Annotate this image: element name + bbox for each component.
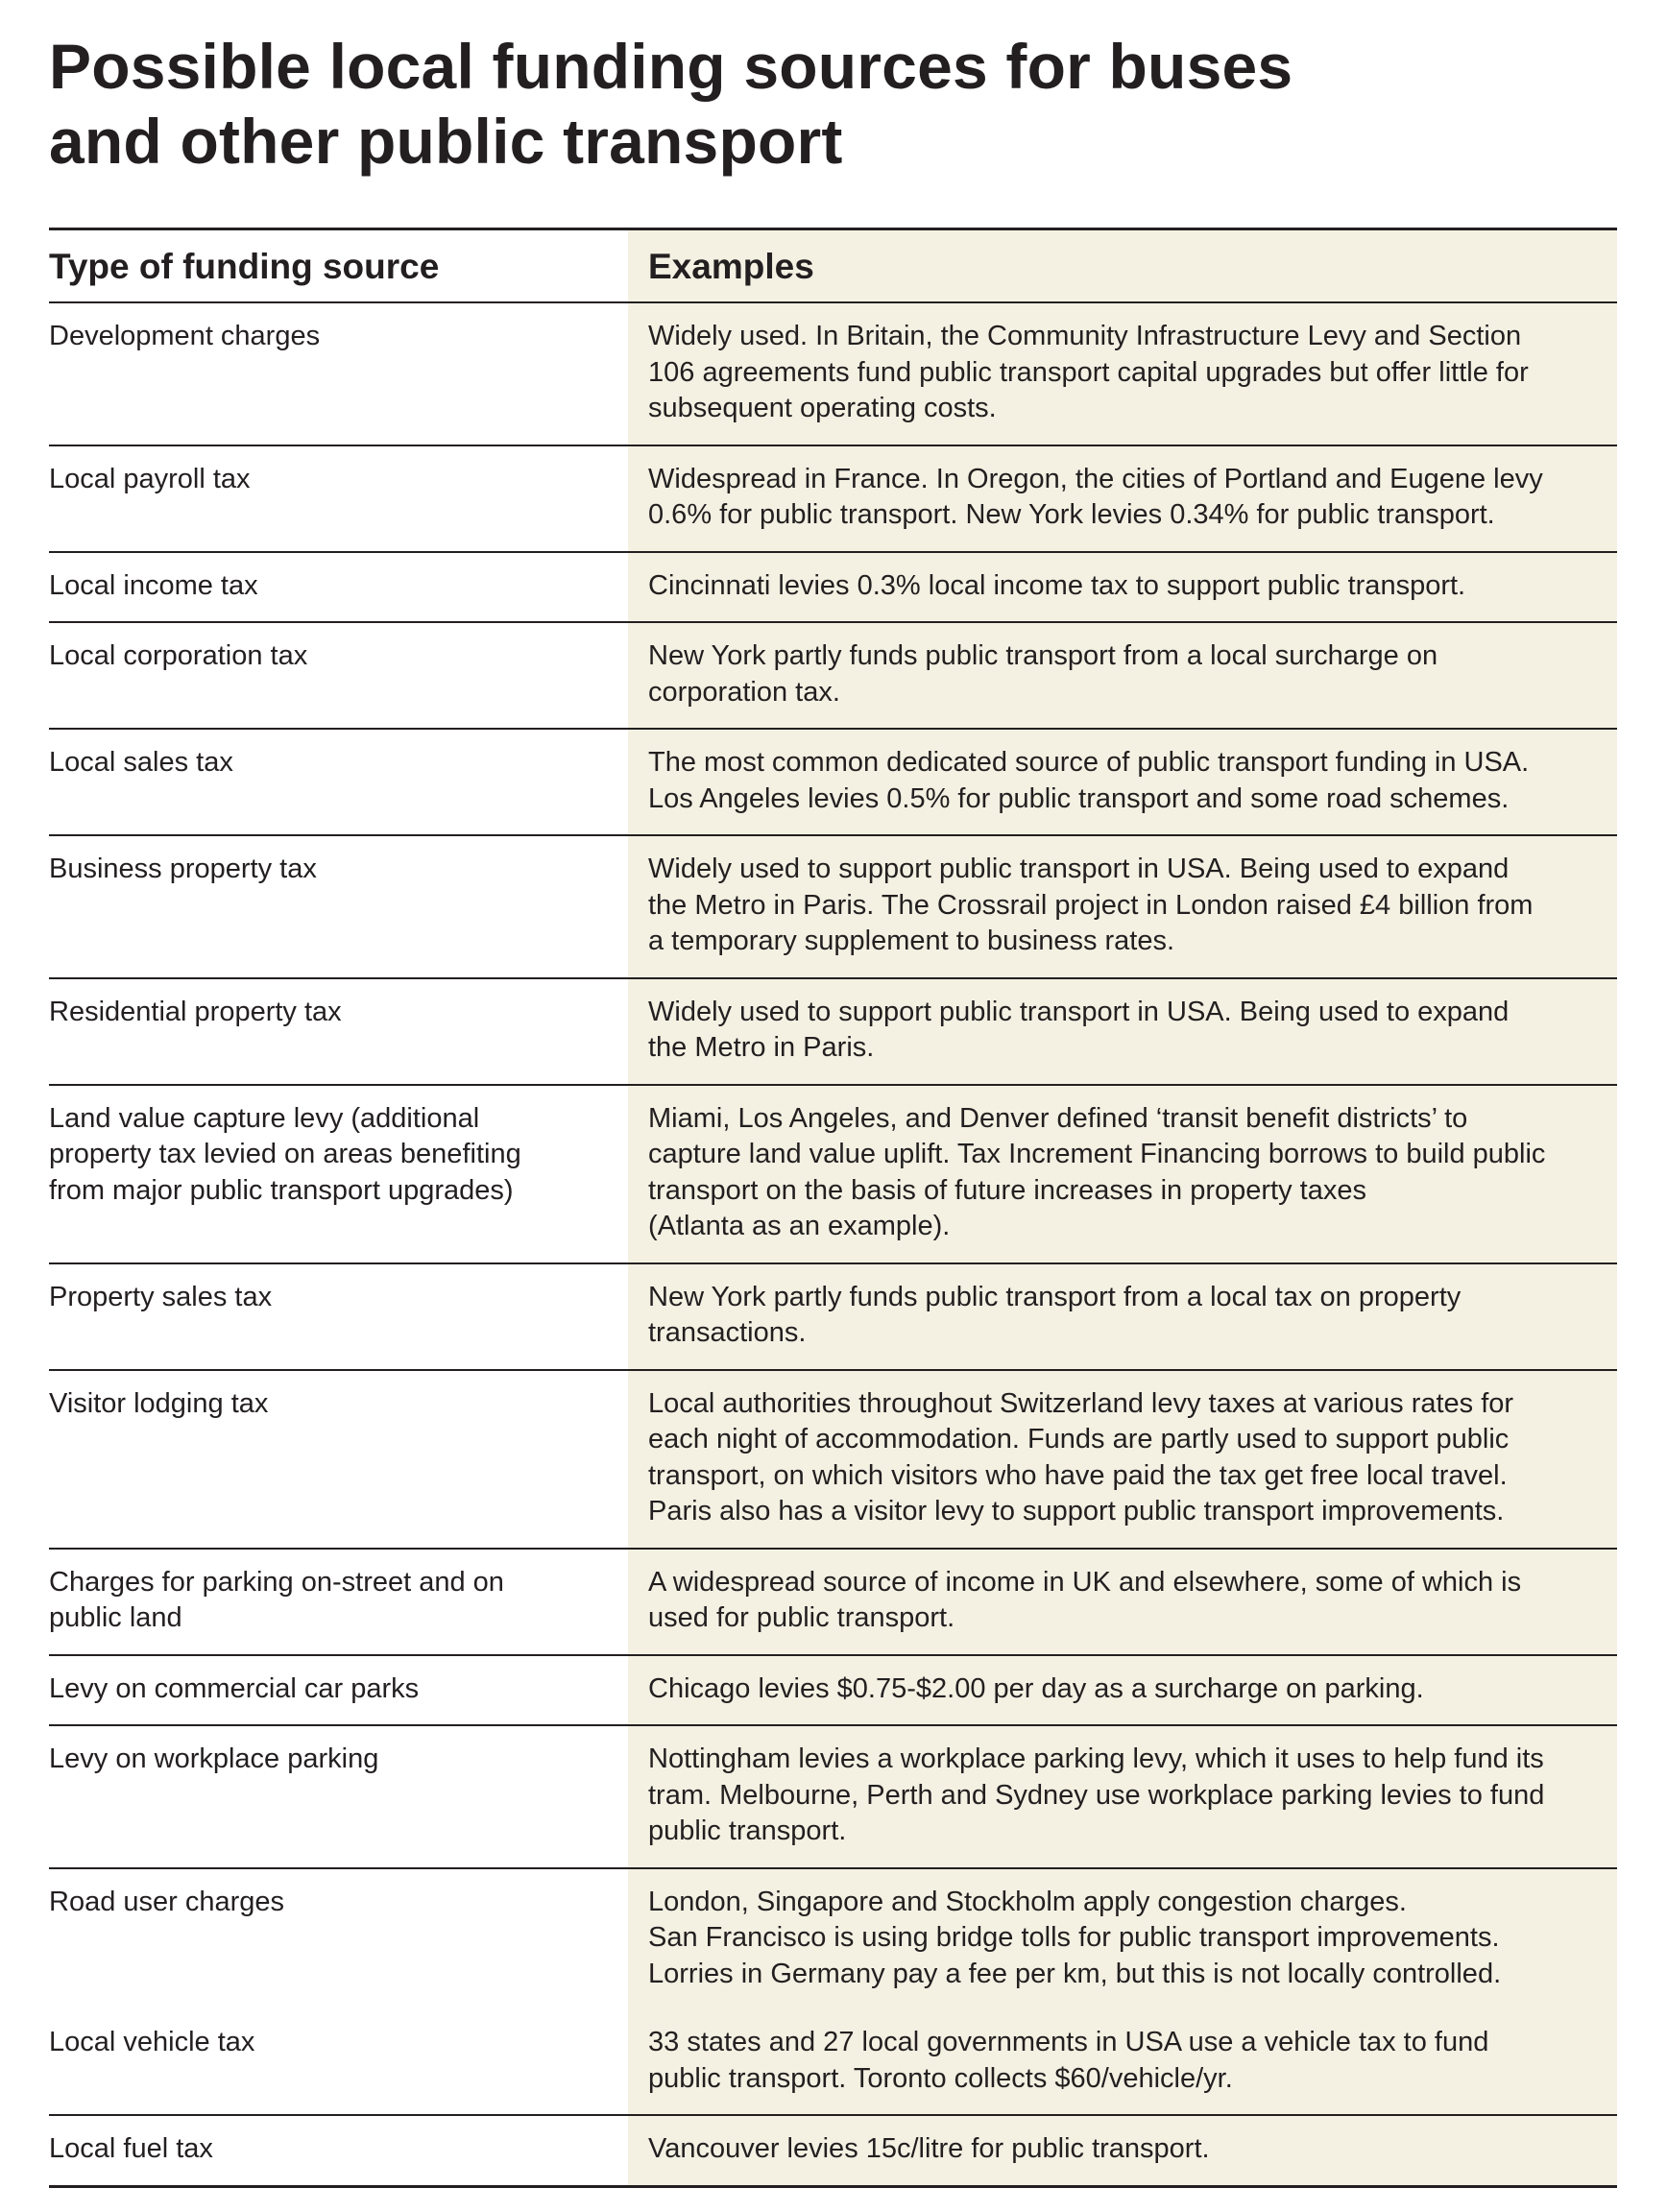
funding-source-type-text: Property sales tax xyxy=(49,1281,273,1312)
funding-source-type-cell xyxy=(49,446,628,551)
examples-cell xyxy=(628,446,1617,551)
examples-text: New York partly funds public transport from a local tax on property xyxy=(648,1281,1462,1312)
examples-text: subsequent operating costs. xyxy=(648,393,997,423)
examples-text: the Metro in Paris. xyxy=(648,1032,875,1063)
funding-source-type-text: Residential property tax xyxy=(49,996,342,1027)
examples-text: public transport. Toronto collects $60/vehicle/yr. xyxy=(648,2062,1233,2094)
funding-source-type-cell xyxy=(49,1264,628,1369)
page-title xyxy=(49,29,1547,179)
examples-text: Widespread in France. In Oregon, the cities of Portland and Eugene levy xyxy=(648,463,1543,494)
table-header-row xyxy=(49,230,1617,303)
examples-text: the Metro in Paris. The Crossrail project in London raised £4 billion from xyxy=(648,889,1534,921)
funding-source-type-text: Road user charges xyxy=(49,1886,285,1917)
funding-source-type-text: Development charges xyxy=(49,321,321,351)
examples-text: capture land value uplift. Tax Increment Financing borrows to build public xyxy=(648,1139,1546,1169)
page-title-line-2: and other public transport xyxy=(49,106,843,177)
examples-text: Lorries in Germany pay a fee per km, but this is not locally controlled. xyxy=(648,1958,1502,1989)
table-row xyxy=(49,1262,1617,1369)
examples-text: corporation tax. xyxy=(648,676,840,708)
examples-cell xyxy=(628,623,1617,728)
funding-sources-table xyxy=(49,228,1617,2188)
funding-source-type-cell xyxy=(49,553,628,622)
examples-cell xyxy=(628,2116,1617,2185)
examples-cell xyxy=(628,1869,1617,2010)
examples-text: a temporary supplement to business rates. xyxy=(648,926,1175,956)
examples-text: each night of accommodation. Funds are partly used to support public xyxy=(648,1424,1510,1455)
examples-text: 106 agreements fund public transport capital upgrades but offer little for xyxy=(648,356,1529,388)
funding-source-type-text: from major public transport upgrades) xyxy=(49,1174,514,1206)
examples-cell xyxy=(628,836,1617,977)
examples-text: 0.6% for public transport. New York levies 0.34% for public transport. xyxy=(648,499,1495,530)
examples-cell xyxy=(628,979,1617,1084)
column-header-type: Type of funding source xyxy=(49,247,440,286)
funding-source-type-text: Levy on commercial car parks xyxy=(49,1672,420,1704)
examples-text: San Francisco is using bridge tolls for public transport improvements. xyxy=(648,1922,1500,1953)
funding-source-type-text: Local corporation tax xyxy=(49,640,308,671)
funding-source-type-cell xyxy=(49,1726,628,1867)
funding-source-type-text: Local fuel tax xyxy=(49,2133,213,2164)
table-row xyxy=(49,977,1617,1084)
funding-source-type-cell xyxy=(49,2009,628,2114)
examples-cell xyxy=(628,553,1617,622)
examples-text: London, Singapore and Stockholm apply congestion charges. xyxy=(648,1886,1407,1917)
table-body xyxy=(49,303,1617,2185)
examples-text: Widely used to support public transport in USA. Being used to expand xyxy=(648,854,1510,884)
examples-text: Widely used. In Britain, the Community Infrastructure Levy and Section xyxy=(648,321,1522,351)
table-row xyxy=(49,445,1617,551)
funding-source-type-cell xyxy=(49,1086,628,1262)
funding-source-type-text: Levy on workplace parking xyxy=(49,1743,379,1774)
table-row xyxy=(49,1548,1617,1654)
table-row xyxy=(49,551,1617,622)
funding-source-type-text: Local sales tax xyxy=(49,747,233,778)
funding-source-type-text: public land xyxy=(49,1602,182,1633)
page-title-line-1: Possible local funding sources for buses xyxy=(49,31,1293,102)
examples-text: Miami, Los Angeles, and Denver defined ‘transit benefit districts’ to xyxy=(648,1102,1468,1134)
funding-source-type-cell xyxy=(49,836,628,977)
table-row xyxy=(49,303,1617,445)
examples-text: Nottingham levies a workplace parking levy, which it uses to help fund its xyxy=(648,1743,1544,1774)
funding-source-type-cell xyxy=(49,2116,628,2185)
examples-text: Cincinnati levies 0.3% local income tax to support public transport. xyxy=(648,569,1466,601)
examples-text: (Atlanta as an example). xyxy=(648,1211,951,1241)
funding-source-type-cell xyxy=(49,979,628,1084)
table-row xyxy=(49,1654,1617,1725)
examples-cell xyxy=(628,730,1617,834)
funding-source-type-cell xyxy=(49,623,628,728)
table-row xyxy=(49,1369,1617,1548)
examples-text: Vancouver levies 15c/litre for public transport. xyxy=(648,2133,1210,2164)
funding-source-type-text: property tax levied on areas benefiting xyxy=(49,1139,521,1169)
examples-cell xyxy=(628,2009,1617,2114)
examples-cell xyxy=(628,1086,1617,1262)
table-row xyxy=(49,1084,1617,1262)
examples-text: tram. Melbourne, Perth and Sydney use workplace parking levies to fund xyxy=(648,1779,1545,1811)
examples-cell xyxy=(628,1371,1617,1548)
examples-text: used for public transport. xyxy=(648,1602,955,1633)
funding-source-type-text: Visitor lodging tax xyxy=(49,1387,269,1419)
funding-source-type-text: Local payroll tax xyxy=(49,463,251,494)
examples-text: transactions. xyxy=(648,1317,807,1348)
funding-source-type-cell xyxy=(49,1550,628,1654)
funding-source-type-text: Local income tax xyxy=(49,569,258,601)
column-header-examples: Examples xyxy=(628,230,1617,301)
examples-text: 33 states and 27 local governments in USA use a vehicle tax to fund xyxy=(648,2027,1489,2057)
funding-source-type-cell xyxy=(49,303,628,445)
examples-text: Local authorities throughout Switzerland levy taxes at various rates for xyxy=(648,1387,1514,1419)
examples-text: New York partly funds public transport from a local surcharge on xyxy=(648,640,1438,671)
examples-text: Los Angeles levies 0.5% for public transport and some road schemes. xyxy=(648,782,1510,814)
examples-text: Paris also has a visitor levy to support public transport improvements. xyxy=(648,1496,1505,1527)
table-row xyxy=(49,621,1617,728)
examples-cell xyxy=(628,1726,1617,1867)
examples-text: Widely used to support public transport in USA. Being used to expand xyxy=(648,996,1510,1027)
table-row xyxy=(49,2009,1617,2114)
examples-cell xyxy=(628,1550,1617,1654)
table-row xyxy=(49,1867,1617,2010)
table-row xyxy=(49,834,1617,977)
examples-text: The most common dedicated source of public transport funding in USA. xyxy=(648,747,1530,778)
examples-cell xyxy=(628,1656,1617,1725)
funding-source-type-text: Land value capture levy (additional xyxy=(49,1102,480,1134)
table-row xyxy=(49,2114,1617,2185)
funding-source-type-text: Local vehicle tax xyxy=(49,2027,255,2057)
examples-cell xyxy=(628,1264,1617,1369)
examples-text: Chicago levies $0.75-$2.00 per day as a surcharge on parking. xyxy=(648,1672,1424,1704)
funding-source-type-cell xyxy=(49,1656,628,1725)
funding-source-type-text: Charges for parking on-street and on xyxy=(49,1566,504,1598)
funding-source-type-text: Business property tax xyxy=(49,854,317,884)
table-row xyxy=(49,728,1617,834)
examples-text: public transport. xyxy=(648,1815,847,1846)
examples-cell xyxy=(628,303,1617,445)
examples-text: transport on the basis of future increases in property taxes xyxy=(648,1174,1366,1206)
examples-text: A widespread source of income in UK and elsewhere, some of which is xyxy=(648,1566,1522,1598)
examples-text: transport, on which visitors who have paid the tax get free local travel. xyxy=(648,1459,1508,1491)
funding-source-type-cell xyxy=(49,730,628,834)
table-row xyxy=(49,1724,1617,1867)
funding-source-type-cell xyxy=(49,1371,628,1548)
funding-source-type-cell xyxy=(49,1869,628,2010)
